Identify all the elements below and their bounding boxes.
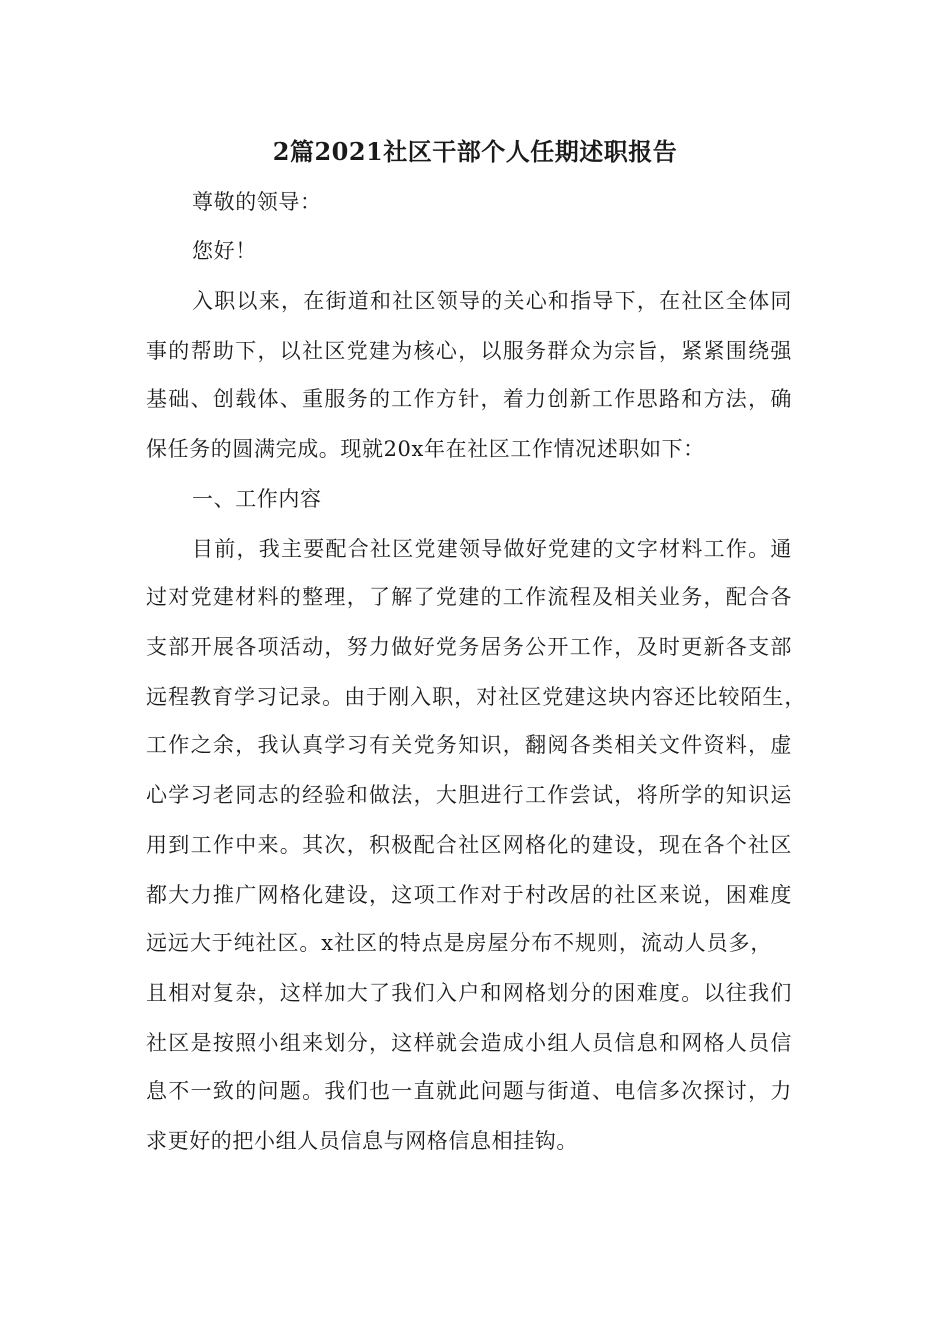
body-line: 支部开展各项活动，努力做好党务居务公开工作，及时更新各支部 [146,635,792,659]
greeting: 您好！ [192,239,257,263]
intro-line: 基础、创载体、重服务的工作方针，着力创新工作思路和方法，确 [146,387,792,411]
body-line: 用到工作中来。其次，积极配合社区网格化的建设，现在各个社区 [146,833,792,857]
body-line: 远程教育学习记录。由于刚入职，对社区党建这块内容还比较陌生， [146,685,806,709]
salutation: 尊敬的领导： [192,190,322,214]
body-line: 且相对复杂，这样加大了我们入户和网格划分的困难度。以往我们 [146,981,792,1005]
document-title: 2篇2021社区干部个人任期述职报告 [272,137,678,166]
body-line: 求更好的把小组人员信息与网格信息相挂钩。 [146,1129,578,1153]
body-line: 息不一致的问题。我们也一直就此问题与街道、电信多次探讨，力 [146,1079,792,1103]
body-line: 远远大于纯社区。x社区的特点是房屋分布不规则，流动人员多， [146,931,772,955]
body-line: 目前，我主要配合社区党建领导做好党建的文字材料工作。通 [192,537,792,561]
body-line: 工作之余，我认真学习有关党务知识，翻阅各类相关文件资料，虚 [146,733,792,757]
body-line: 心学习老同志的经验和做法，大胆进行工作尝试，将所学的知识运 [146,783,792,807]
body-line: 过对党建材料的整理，了解了党建的工作流程及相关业务，配合各 [146,585,792,609]
section-heading: 一、工作内容 [192,487,322,511]
intro-line: 入职以来，在街道和社区领导的关心和指导下，在社区全体同 [192,289,792,313]
body-line: 都大力推广网格化建设，这项工作对于村改居的社区来说，困难度 [146,883,792,907]
intro-line: 事的帮助下，以社区党建为核心，以服务群众为宗旨，紧紧围绕强 [146,339,792,363]
intro-line: 保任务的圆满完成。现就20x年在社区工作情况述职如下： [146,437,705,461]
body-line: 社区是按照小组来划分，这样就会造成小组人员信息和网格人员信 [146,1031,792,1055]
